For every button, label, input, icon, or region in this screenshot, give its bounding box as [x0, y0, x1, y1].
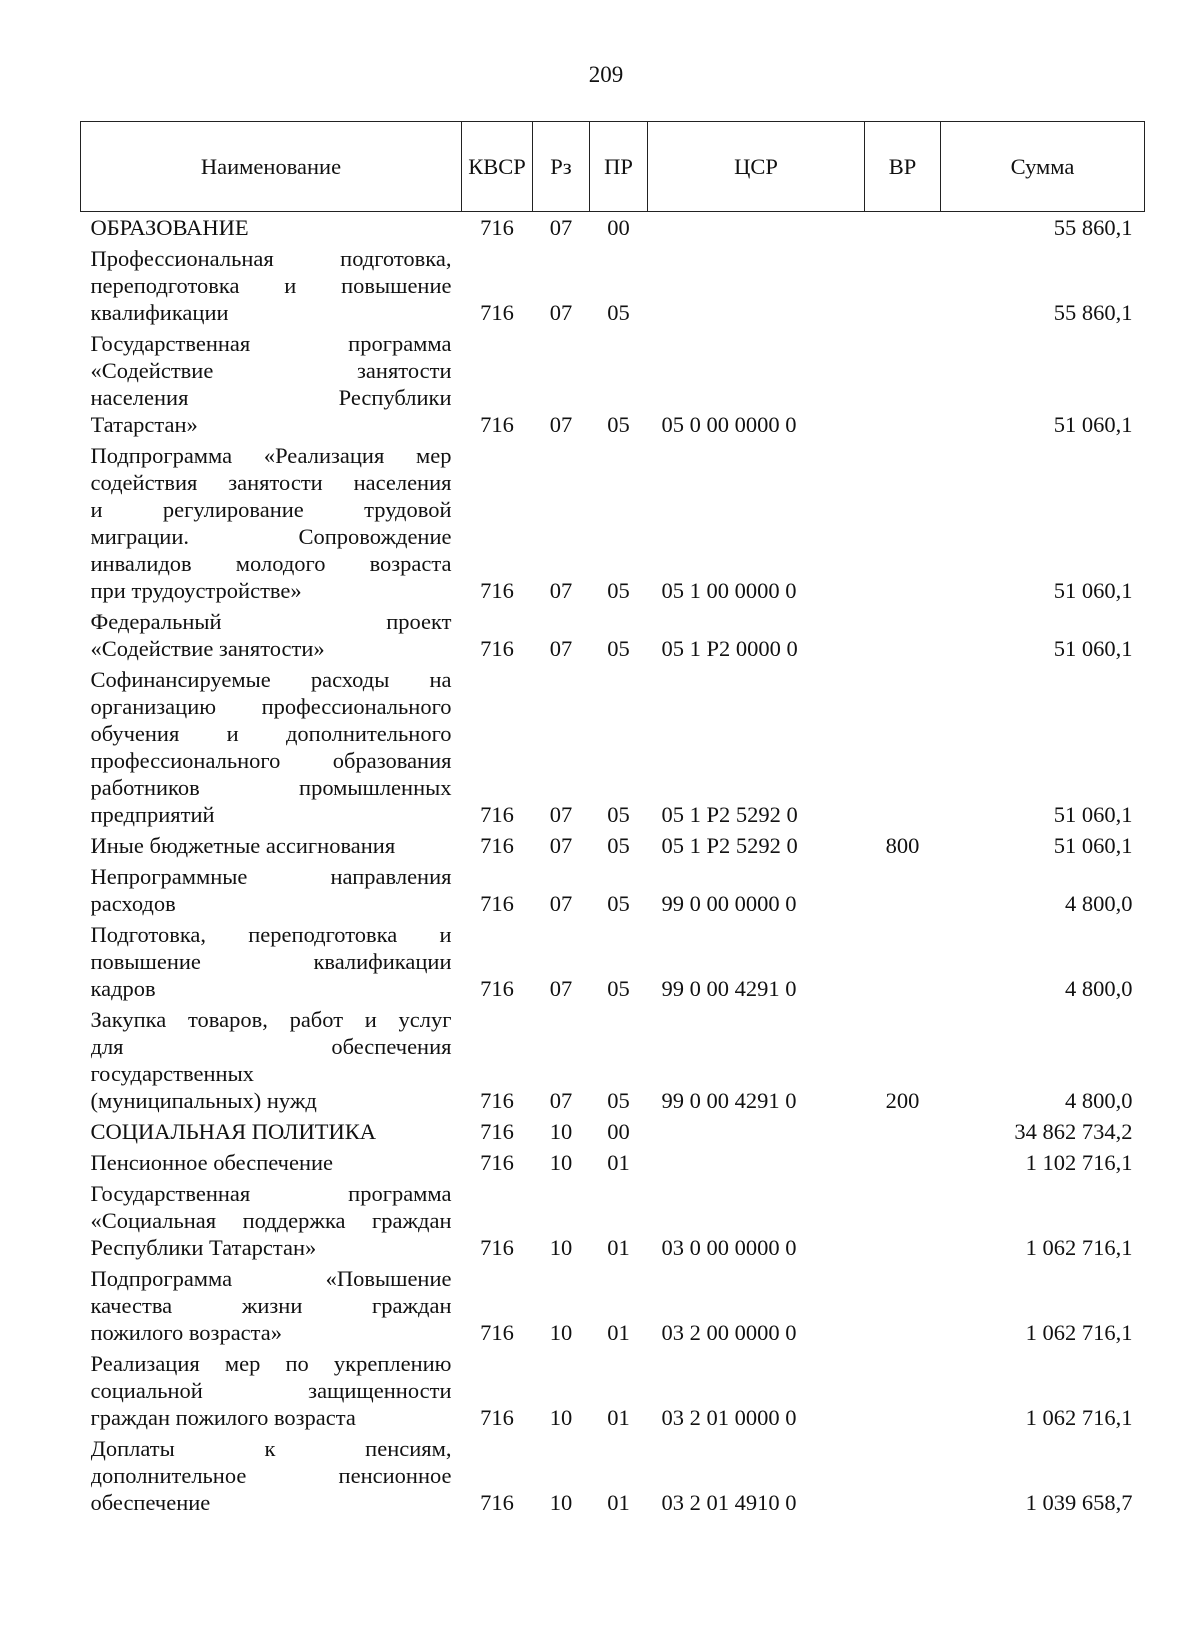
- row-name: [81, 328, 462, 440]
- row-vr: [865, 212, 941, 244]
- row-pr: 01: [607, 1405, 630, 1430]
- row-rz: 07: [549, 891, 573, 916]
- row-vr: [865, 861, 941, 919]
- row-rz: 07: [549, 802, 573, 827]
- row-vr: [865, 606, 941, 664]
- table-row: [81, 1147, 1145, 1178]
- row-csr: 03 2 00 0000 0: [661, 1320, 797, 1345]
- row-pr: 05: [607, 578, 630, 603]
- row-sum: 55 860,1: [1053, 215, 1133, 240]
- row-kvsr: 716: [480, 1119, 514, 1144]
- row-pr: 00: [607, 215, 630, 240]
- row-name: [81, 1178, 462, 1263]
- row-kvsr: 716: [480, 976, 514, 1001]
- row-name-line: кадров: [90, 976, 156, 1001]
- row-sum: 4 800,0: [1065, 1088, 1133, 1113]
- row-name-line: Доплаты к пенсиям,: [90, 1436, 452, 1461]
- row-name: [81, 1147, 462, 1178]
- row-csr: 05 1 Р2 5292 0: [661, 802, 798, 827]
- row-csr: 05 0 00 0000 0: [661, 412, 797, 437]
- table-row: [81, 861, 1145, 919]
- row-pr: 05: [607, 833, 630, 858]
- row-csr: 99 0 00 4291 0: [661, 1088, 797, 1113]
- row-sum: 51 060,1: [1053, 802, 1133, 827]
- table-row: [81, 1178, 1145, 1263]
- row-name-line: инвалидов молодого возраста: [90, 551, 452, 576]
- row-name: [81, 1004, 462, 1116]
- row-sum: 55 860,1: [1053, 300, 1133, 325]
- row-pr: 01: [607, 1320, 630, 1345]
- page-number: 209: [588, 62, 624, 87]
- row-name-line: предприятий: [90, 802, 215, 827]
- row-kvsr: 716: [480, 1490, 514, 1515]
- header-rz: Рз: [533, 122, 590, 212]
- row-kvsr: 716: [480, 300, 514, 325]
- row-name: [81, 243, 462, 328]
- row-rz: 10: [549, 1490, 573, 1515]
- row-pr: 01: [607, 1235, 630, 1260]
- row-vr: [865, 664, 941, 830]
- row-pr: 05: [607, 802, 630, 827]
- row-name-line: Профессиональная подготовка,: [90, 246, 452, 271]
- row-rz: 07: [549, 412, 573, 437]
- row-name-line: Закупка товаров, работ и услуг: [90, 1007, 452, 1032]
- header-name: Наименование: [81, 122, 462, 212]
- row-name-line: содействия занятости населения: [90, 470, 452, 495]
- row-name-line: граждан пожилого возраста: [90, 1405, 356, 1430]
- row-kvsr: 716: [480, 1088, 514, 1113]
- row-sum: 51 060,1: [1053, 412, 1133, 437]
- row-name: [81, 440, 462, 606]
- row-vr: [865, 1147, 941, 1178]
- row-name: [81, 212, 462, 244]
- row-name-line: Государственная программа: [90, 331, 452, 356]
- row-name-line: при трудоустройстве»: [90, 578, 302, 603]
- row-name-line: Иные бюджетные ассигнования: [90, 833, 396, 858]
- row-vr: 800: [885, 833, 920, 858]
- header-csr: ЦСР: [648, 122, 865, 212]
- row-vr: 200: [885, 1088, 920, 1113]
- table-row: [81, 440, 1145, 606]
- row-csr: [648, 243, 865, 328]
- row-sum: 1 039 658,7: [1025, 1490, 1133, 1515]
- table-row: [81, 212, 1145, 244]
- row-name-line: для обеспечения: [90, 1034, 452, 1059]
- row-rz: 10: [549, 1235, 573, 1260]
- row-name: [81, 606, 462, 664]
- row-name-line: населения Республики: [90, 385, 452, 410]
- header-kvsr: КВСР: [462, 122, 533, 212]
- row-name-line: Пенсионное обеспечение: [90, 1150, 334, 1175]
- budget-table: [80, 121, 1145, 1518]
- row-csr: 05 1 Р2 0000 0: [661, 636, 798, 661]
- table-row: [81, 1116, 1145, 1147]
- row-pr: 05: [607, 412, 630, 437]
- row-name-line: и регулирование трудовой: [90, 497, 452, 522]
- row-sum: 1 062 716,1: [1025, 1320, 1133, 1345]
- row-csr: 03 0 00 0000 0: [661, 1235, 797, 1260]
- table-row: [81, 1433, 1145, 1518]
- row-kvsr: 716: [480, 802, 514, 827]
- row-sum: 1 102 716,1: [1025, 1150, 1133, 1175]
- row-sum: 4 800,0: [1065, 976, 1133, 1001]
- row-sum: 4 800,0: [1065, 891, 1133, 916]
- row-name-line: дополнительное пенсионное: [90, 1463, 452, 1488]
- table-row: [81, 919, 1145, 1004]
- row-vr: [865, 328, 941, 440]
- row-rz: 07: [549, 578, 573, 603]
- row-csr: 99 0 00 4291 0: [661, 976, 797, 1001]
- table-body: [81, 212, 1145, 1519]
- row-rz: 07: [549, 300, 573, 325]
- row-sum: 51 060,1: [1053, 833, 1133, 858]
- row-kvsr: 716: [480, 1405, 514, 1430]
- row-pr: 05: [607, 300, 630, 325]
- row-name-line: обеспечение: [90, 1490, 211, 1515]
- row-name-line: квалификации: [90, 300, 229, 325]
- row-sum: 51 060,1: [1053, 578, 1133, 603]
- header-vr: ВР: [865, 122, 941, 212]
- row-vr: [865, 919, 941, 1004]
- row-name: [81, 830, 462, 861]
- row-kvsr: 716: [480, 1150, 514, 1175]
- row-name-line: работников промышленных: [90, 775, 452, 800]
- row-name-line: профессионального образования: [90, 748, 452, 773]
- row-kvsr: 716: [480, 578, 514, 603]
- row-csr: 03 2 01 0000 0: [661, 1405, 797, 1430]
- row-pr: 05: [607, 1088, 630, 1113]
- table-row: [81, 328, 1145, 440]
- row-csr: 05 1 00 0000 0: [661, 578, 797, 603]
- table-row: [81, 606, 1145, 664]
- row-csr: 05 1 Р2 5292 0: [661, 833, 798, 858]
- row-csr: [648, 1116, 865, 1147]
- row-name-line: миграции. Сопровождение: [90, 524, 452, 549]
- row-name: [81, 861, 462, 919]
- row-pr: 05: [607, 976, 630, 1001]
- row-kvsr: 716: [480, 1235, 514, 1260]
- row-rz: 07: [549, 1088, 573, 1113]
- row-vr: [865, 1348, 941, 1433]
- row-name-line: Федеральный проект: [90, 609, 452, 634]
- row-name-line: (муниципальных) нужд: [90, 1088, 317, 1113]
- row-kvsr: 716: [480, 833, 514, 858]
- row-name-line: пожилого возраста»: [90, 1320, 283, 1345]
- row-vr: [865, 1116, 941, 1147]
- row-kvsr: 716: [480, 215, 514, 240]
- row-name-line: «Социальная поддержка граждан: [90, 1208, 452, 1233]
- row-pr: 01: [607, 1490, 630, 1515]
- row-name-line: повышение квалификации: [90, 949, 452, 974]
- row-name-line: СОЦИАЛЬНАЯ ПОЛИТИКА: [90, 1119, 376, 1144]
- row-sum: 51 060,1: [1053, 636, 1133, 661]
- row-rz: 07: [549, 833, 573, 858]
- row-kvsr: 716: [480, 1320, 514, 1345]
- row-rz: 10: [549, 1119, 573, 1144]
- row-name-line: ОБРАЗОВАНИЕ: [90, 215, 249, 240]
- row-name-line: обучения и дополнительного: [90, 721, 452, 746]
- row-pr: 01: [607, 1150, 630, 1175]
- row-name: [81, 1263, 462, 1348]
- row-rz: 10: [549, 1405, 573, 1430]
- row-name-line: «Содействие занятости»: [90, 636, 325, 661]
- row-name-line: Непрограммные направления: [90, 864, 452, 889]
- row-name-line: Татарстан»: [90, 412, 198, 437]
- header-sum: Сумма: [941, 122, 1145, 212]
- row-name-line: Республики Татарстан»: [90, 1235, 317, 1260]
- table-header-row: [81, 122, 1145, 212]
- row-vr: [865, 243, 941, 328]
- table-row: [81, 1263, 1145, 1348]
- row-rz: 07: [549, 215, 573, 240]
- row-name: [81, 664, 462, 830]
- row-name-line: «Содействие занятости: [90, 358, 452, 383]
- header-pr: ПР: [590, 122, 648, 212]
- row-sum: 1 062 716,1: [1025, 1405, 1133, 1430]
- row-sum: 34 862 734,2: [1014, 1119, 1133, 1144]
- row-name: [81, 919, 462, 1004]
- row-kvsr: 716: [480, 636, 514, 661]
- table-row: [81, 243, 1145, 328]
- row-name-line: Подготовка, переподготовка и: [90, 922, 452, 947]
- row-name-line: переподготовка и повышение: [90, 273, 452, 298]
- row-rz: 10: [549, 1320, 573, 1345]
- table-row: [81, 664, 1145, 830]
- table-row: [81, 830, 1145, 861]
- row-rz: 10: [549, 1150, 573, 1175]
- row-vr: [865, 440, 941, 606]
- row-csr: [648, 1147, 865, 1178]
- table-row: [81, 1004, 1145, 1116]
- row-name-line: качества жизни граждан: [90, 1293, 452, 1318]
- row-name: [81, 1116, 462, 1147]
- row-pr: 05: [607, 891, 630, 916]
- row-vr: [865, 1433, 941, 1518]
- row-name-line: Государственная программа: [90, 1181, 452, 1206]
- row-name-line: социальной защищенности: [90, 1378, 452, 1403]
- row-name-line: Подпрограмма «Повышение: [90, 1266, 452, 1291]
- row-name-line: организацию профессионального: [90, 694, 452, 719]
- row-csr: 03 2 01 4910 0: [661, 1490, 797, 1515]
- row-name-line: государственных: [90, 1061, 254, 1086]
- row-kvsr: 716: [480, 891, 514, 916]
- row-rz: 07: [549, 976, 573, 1001]
- row-sum: 1 062 716,1: [1025, 1235, 1133, 1260]
- row-name-line: Подпрограмма «Реализация мер: [90, 443, 452, 468]
- row-rz: 07: [549, 636, 573, 661]
- row-name-line: Софинансируемые расходы на: [90, 667, 452, 692]
- row-name-line: расходов: [90, 891, 176, 916]
- row-csr: 99 0 00 0000 0: [661, 891, 797, 916]
- row-csr: [648, 212, 865, 244]
- row-kvsr: 716: [480, 412, 514, 437]
- row-name: [81, 1348, 462, 1433]
- row-name-line: Реализация мер по укреплению: [90, 1351, 452, 1376]
- row-pr: 00: [607, 1119, 630, 1144]
- row-pr: 05: [607, 636, 630, 661]
- row-vr: [865, 1178, 941, 1263]
- row-name: [81, 1433, 462, 1518]
- row-vr: [865, 1263, 941, 1348]
- table-row: [81, 1348, 1145, 1433]
